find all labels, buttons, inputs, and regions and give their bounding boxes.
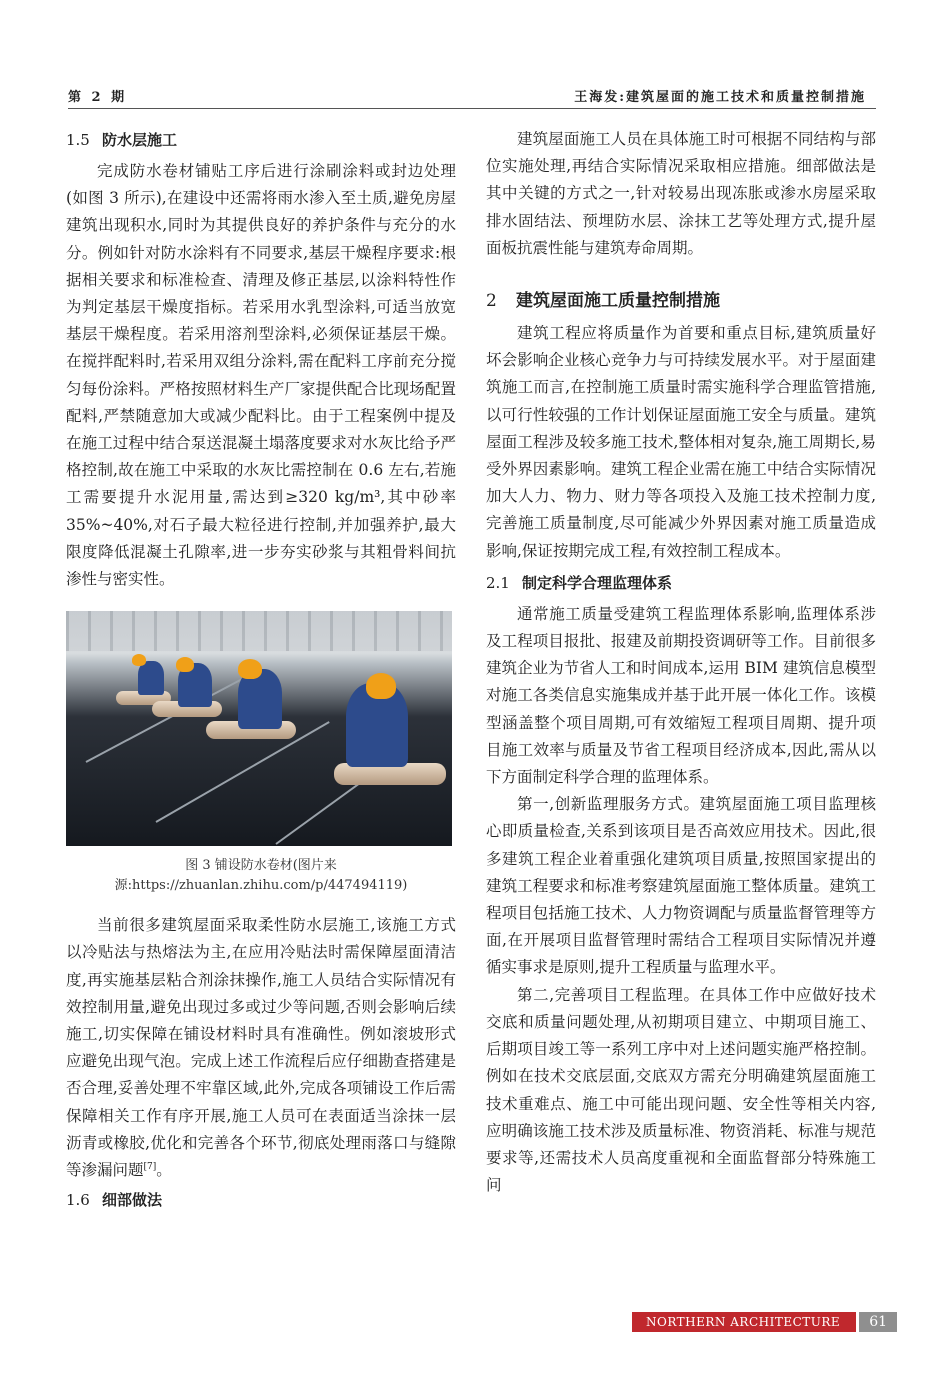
section-title: 制定科学合理监理体系 <box>522 573 673 592</box>
worker-body <box>138 661 164 695</box>
helmet-icon <box>366 673 396 699</box>
membrane-seam <box>86 677 246 763</box>
paragraph-end: 。 <box>156 1161 172 1180</box>
figure-photo <box>66 611 452 846</box>
page-number: 61 <box>859 1312 897 1332</box>
right-column <box>486 126 876 1199</box>
photo-background-wall <box>66 611 452 651</box>
paragraph <box>66 912 456 1184</box>
page-header <box>68 82 876 109</box>
page-footer <box>632 1312 897 1332</box>
helmet-icon <box>238 659 262 679</box>
section-number: 1.5 <box>66 131 90 149</box>
issue-number: 第 2 期 <box>68 90 128 105</box>
section-number: 2.1 <box>486 573 510 592</box>
section-title: 细部做法 <box>102 1191 163 1210</box>
section-number: 1.6 <box>66 1191 90 1210</box>
left-column <box>66 126 456 1218</box>
paragraph-text: 当前很多建筑屋面采取柔性防水层施工,该施工方式以冷贴法与热熔法为主,在应用冷贴法时需保障屋面清洁度,再实施基层粘合剂涂抹操作,施工人员结合实际情况有效控制用量,避免出现过多或过少等问题,否则会影响后续施工,切实保障在铺设材料时具有准确性。例如滚坡形式应避免出现气泡。完成上述工作流程后应仔细勘查搭建是否合理,妥善处理不牢靠区域,此外,完成各项铺设工作后需保障相关工作有序开展,施工人员可在表面适当涂抹一层沥青或橡胶,优化和完善各个环节,彻底处理雨落口与缝隙等渗漏问题 <box>66 916 456 1180</box>
section-heading-2 <box>486 286 876 316</box>
paragraph: 建筑屋面施工人员在具体施工时可根据不同结构与部位实施处理,再结合实际情况采取相应措施。细部做法是其中关键的方式之一,针对较易出现冻胀或渗水房屋采取排水固结法、预埋防水层、涂抹工艺等处理方式,提升屋面板抗震性能与建筑寿命周期。 <box>486 130 876 257</box>
helmet-icon <box>176 657 194 672</box>
section-number: 2 <box>486 291 497 312</box>
paragraph: 通常施工质量受建筑工程监理体系影响,监理体系涉及工程项目报批、报建及前期投资调研等工作。目前很多建筑企业为节省人工和时间成本,运用 BIM 建筑信息模型对施工各类信息实施集成并基于此开展一体化工作。该模型涵盖整个项目周期,可有效缩短工程项目周期、提升项目施工效率与质量及节省工程项目经济成本,因此,需从以下方面制定科学合理的监理体系。 <box>486 604 876 787</box>
citation-reference[interactable]: [7] <box>143 1161 157 1172</box>
section-title: 建筑屋面施工质量控制措施 <box>516 291 720 312</box>
section-heading-1-6 <box>66 1186 456 1214</box>
running-title: 王海发:建筑屋面的施工技术和质量控制措施 <box>574 90 866 105</box>
paragraph: 第二,完善项目工程监理。在具体工作中应做好技术交底和质量问题处理,从初期项目建立、中期项目施工、后期项目竣工等一系列工序中对上述问题实施严格控制。例如在技术交底层面,交底双方需充分明确建筑屋面施工技术重难点、施工中可能出现问题、安全性等相关内容,应明确该施工技术涉及质量标准、物资消耗、标准与规范要求等,还需技术人员高度重视和全面监督部分特殊施工问 <box>486 985 876 1195</box>
helmet-icon <box>132 654 146 666</box>
paragraph: 建筑工程应将质量作为首要和重点目标,建筑质量好坏会影响企业核心竞争力与可持续发展水平。对于屋面建筑施工而言,在控制施工质量时需实施科学合理监管措施,以可行性较强的工作计划保证屋面施工安全与质量。建筑屋面工程涉及较多施工技术,整体相对复杂,施工周期长,易受外界因素影响。建筑工程企业需在施工中结合实际情况加大人力、物力、财力等各项投入及施工技术控制力度,完善施工质量制度,尽可能减少外界因素对施工质量造成影响,保证按期完成工程,有效控制工程成本。 <box>486 324 876 560</box>
journal-name: NORTHERN ARCHITECTURE <box>632 1312 856 1332</box>
paragraph: 第一,创新监理服务方式。建筑屋面施工项目监理核心即质量检查,关系到该项目是否高效应用技术。因此,很多建筑工程企业着重强化建筑项目质量,按照国家提出的建筑工程要求和标准考察建筑屋面施工整体质量。建筑工程项目包括施工技术、人力物资调配与质量监督管理等方面,在开展项目监督管理时需结合工程项目实际情况并遵循实事求是原则,提升工程质量与监理水平。 <box>486 795 876 977</box>
figure-caption: 图 3 铺设防水卷材(图片来源:https://zhuanlan.zhihu.com/p/447494119) <box>114 858 408 894</box>
paragraph: 完成防水卷材铺贴工序后进行涂刷涂料或封边处理(如图 3 所示),在建设中还需将雨水渗入至土质,避免房屋建筑出现积水,同时为其提供良好的养护条件与充分的水分。例如针对防水涂料有不同要求,基层干燥程序要求:根据相关要求和标准检查、清理及修正基层,以涂料特性作为判定基层干燥度指标。若采用水乳型涂料,可适当放宽基层干燥程度。若采用溶剂型涂料,必须保证基层干燥。在搅拌配料时,若采用双组分涂料,需在配料工序前充分搅匀每份涂料。严格按照材料生产厂家提供配合比现场配置配料,严禁随意加大或减少配料比。由于工程案例中提及在施工过程中结合泵送混凝土塌落度要求对水灰比给予严格控制,故在施工中采取的水灰比需控制在 0.6 左右,若施工需要提升水泥用量,需达到≥320 kg/m³,其中砂率 35%~40%,对石子最大粒径进行控制,并加强养护,最大限度降低混凝土孔隙率,进一步夯实砂浆与其粗骨料间抗渗性与密实性。 <box>66 162 456 589</box>
figure-3 <box>66 611 456 896</box>
section-heading-1-5 <box>66 126 456 154</box>
section-title: 防水层施工 <box>102 131 178 149</box>
section-heading-2-1 <box>486 569 876 597</box>
